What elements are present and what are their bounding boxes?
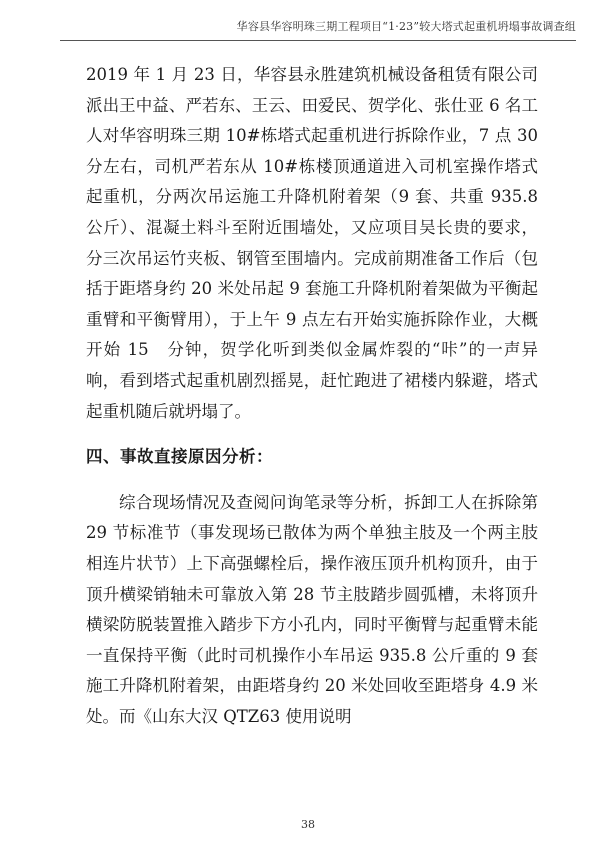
- spacer: [86, 427, 538, 442]
- section-heading: 四、事故直接原因分析：: [86, 447, 273, 467]
- paragraph-accident-process: 2019 年 1 月 23 日，华容县永胜建筑机械设备租赁有限公司派出王中益、严若东、王云、田爱民、贺学化、张仕亚 6 名工人对华容明珠三期 10#栋塔式起重机进行拆除作业，7 点 30 分左右，司机严若东从 10#栋楼顶通道进入司机室操作塔式起重机，分两次吊运施工升降机附着架（9 套、共重 935.8 公斤）、混凝土料斗至附近围墙处，又应项目吴长贵的要求，分三次吊运竹夹板、钢管至围墙内。完成前期准备工作后（包括于距塔身约 20 米处吊起 9 套施工升降机附着架做为平衡起重臂和平衡臂用），于上午 9 点左右开始实施拆除作业，大概开始 15 分钟，贺学化听到类似金属炸裂的“咔”的一声异响，看到塔式起重机剧烈摇晃，赶忙跑进了裙楼内躲避，塔式起重机随后就坍塌了。: [86, 65, 555, 421]
- spacer: [86, 473, 538, 488]
- running-header: 华容县华容明珠三期工程项目“1·23”较大塔式起重机坍塌事故调查组: [236, 20, 576, 33]
- page-number: 38: [301, 818, 315, 831]
- header-rule: [60, 40, 576, 41]
- paragraph-cause-analysis: 综合现场情况及查阅问询笔录等分析，拆卸工人在拆除第 29 节标准节（事发现场已散体为两个单独主肢及一个两主肢相连片状节）上下高强螺栓后，操作液压顶升机构顶升，由于顶升横梁销轴未可靠放入第 28 节主肢踏步圆弧槽，未将顶升横梁防脱装置推入踏步下方小孔内，同时平衡臂与起重臂未能一直保持平衡（此时司机操作小车吊运 935.8 公斤重的 9 套施工升降机附着架，由距塔身约 20 米处回收至距塔身 4.9 米处。而《山东大汉 QTZ63 使用说明: [86, 492, 538, 726]
- document-body: [86, 60, 555, 732]
